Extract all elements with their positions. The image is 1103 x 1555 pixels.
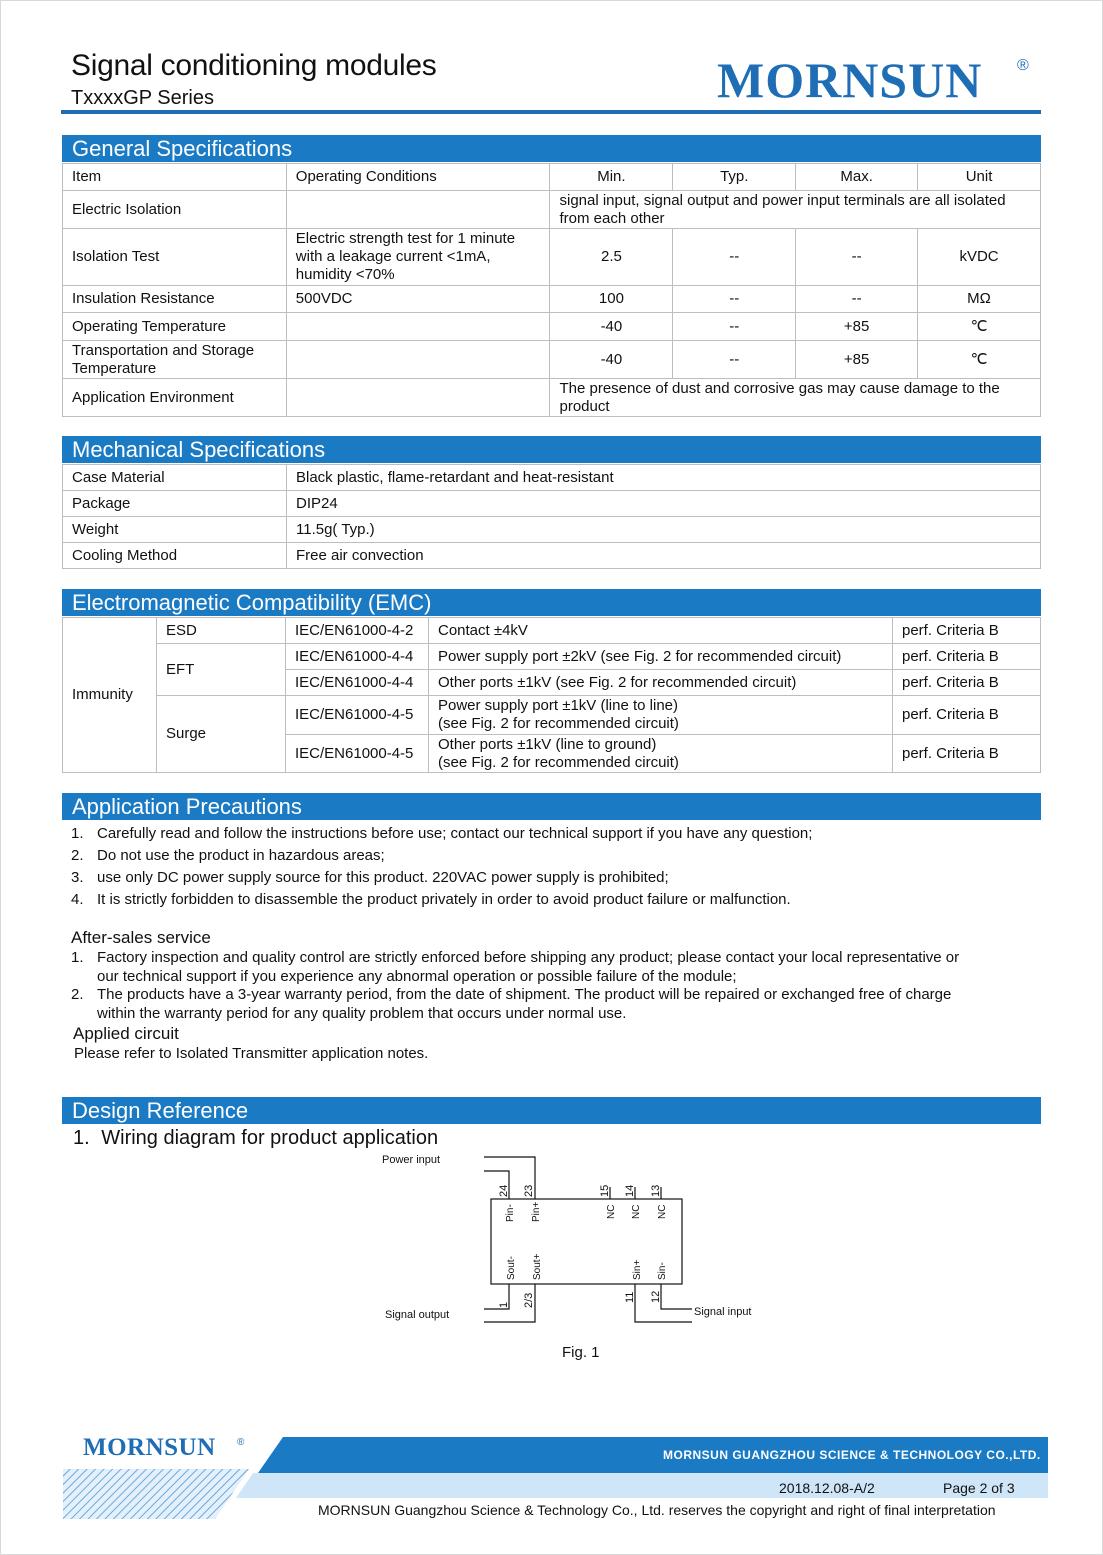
unit-cell: ℃	[918, 341, 1041, 379]
series-name: TxxxxGP Series	[71, 87, 214, 109]
list-text-line: The products have a 3-year warranty period, from the date of shipment. The product will be repaired or exchanged free of charge	[97, 986, 952, 1003]
list-text: Carefully read and follow the instructions before use; contact our technical support if you have any question;	[97, 825, 813, 842]
item-cell: Isolation Test	[63, 229, 287, 286]
test-desc-line: (see Fig. 2 for recommended circuit)	[438, 715, 679, 732]
list-text: It is strictly forbidden to disassemble the product privately in order to avoid product failure or malfunction.	[97, 891, 791, 908]
after-sales-heading: After-sales service	[71, 928, 211, 947]
table-row	[63, 341, 1041, 379]
unit-cell: kVDC	[918, 229, 1041, 286]
page-number: Page 2 of 3	[943, 1480, 1015, 1496]
signal-input-label: Signal input	[694, 1306, 752, 1318]
pin-number: 15	[599, 1184, 611, 1197]
after-sales-list	[71, 948, 1037, 1022]
list-item	[71, 846, 1031, 868]
hatched-band	[63, 1469, 249, 1519]
pin-name: Sin+	[632, 1259, 643, 1280]
max-cell: --	[796, 286, 918, 313]
list-item	[71, 948, 1037, 985]
input-wire-minus	[661, 1284, 692, 1309]
standard-cell: IEC/EN61000-4-5	[286, 696, 429, 735]
list-number: 1.	[71, 825, 84, 842]
table-row	[63, 618, 1041, 644]
pin-name: Sout+	[532, 1253, 543, 1280]
col-header-unit: Unit	[918, 164, 1041, 191]
unit-cell: MΩ	[918, 286, 1041, 313]
list-number: 2.	[71, 847, 84, 864]
min-cell: 100	[550, 286, 673, 313]
table-row	[63, 517, 1041, 543]
pin-name: Pin-	[505, 1204, 516, 1222]
mechanical-specs-header: Mechanical Specifications	[62, 436, 1041, 463]
applied-circuit-heading: Applied circuit	[73, 1024, 179, 1043]
list-text: use only DC power supply source for this product. 220VAC power supply is prohibited;	[97, 869, 669, 886]
condition-line: Electric strength test for 1 minute	[295, 230, 516, 247]
page-title: Signal conditioning modules	[71, 49, 437, 82]
description-line: product	[559, 397, 610, 415]
col-header-max: Max.	[796, 164, 918, 191]
table-header-row	[63, 164, 1041, 191]
pin-number: 12	[650, 1290, 662, 1303]
design-reference-header: Design Reference	[62, 1097, 1041, 1124]
test-desc-cell	[429, 735, 893, 773]
item-cell: Weight	[63, 517, 287, 543]
min-cell: -40	[550, 313, 673, 341]
light-blue-band	[236, 1473, 1048, 1498]
precautions-list	[71, 824, 1031, 912]
pin-number: 13	[650, 1184, 662, 1197]
precautions-header: Application Precautions	[62, 793, 1041, 820]
conditions-cell	[286, 229, 550, 286]
pin-name: Sout-	[506, 1256, 517, 1280]
immunity-group-cell: Immunity	[63, 618, 157, 773]
item-cell: Case Material	[63, 465, 287, 491]
item-cell: Insulation Resistance	[63, 286, 287, 313]
item-cell: Cooling Method	[63, 543, 287, 569]
list-item	[71, 985, 1037, 1022]
description-cell	[550, 379, 1041, 417]
general-specs-header: General Specifications	[62, 135, 1041, 162]
list-number: 2.	[71, 986, 84, 1003]
conditions-cell: 500VDC	[286, 286, 550, 313]
test-desc-cell: Power supply port ±2kV (see Fig. 2 for recommended circuit)	[429, 644, 893, 670]
figure-caption: Fig. 1	[562, 1344, 600, 1361]
condition-line: with a leakage current <1mA,	[295, 248, 491, 265]
list-number: 1.	[71, 949, 84, 966]
test-name-cell: EFT	[157, 644, 286, 696]
test-desc-line: Power supply port ±1kV (line to line)	[438, 697, 679, 714]
revision-date: 2018.12.08-A/2	[779, 1480, 875, 1496]
footer-company-name: MORNSUN GUANGZHOU SCIENCE & TECHNOLOGY CO.,LTD.	[663, 1448, 1041, 1462]
pin-number: 11	[624, 1291, 636, 1303]
pin-name: NC	[631, 1204, 642, 1219]
mechanical-specs-table	[62, 464, 1041, 569]
standard-cell: IEC/EN61000-4-2	[286, 618, 429, 644]
pin-number: 2/3	[523, 1292, 535, 1308]
heading-text: Wiring diagram for product application	[101, 1127, 439, 1149]
pin-name: NC	[657, 1204, 668, 1219]
test-desc-cell: Contact ±4kV	[429, 618, 893, 644]
value-cell: 11.5g( Typ.)	[287, 517, 1041, 543]
input-wire-plus	[635, 1284, 692, 1322]
table-row	[63, 191, 1041, 229]
list-number: 3.	[71, 869, 84, 886]
pin-name: NC	[606, 1204, 617, 1219]
item-line: Transportation and Storage	[72, 341, 255, 359]
max-cell: +85	[796, 313, 918, 341]
table-row	[63, 644, 1041, 670]
col-header-conditions: Operating Conditions	[286, 164, 550, 191]
conditions-cell	[286, 313, 550, 341]
description-cell	[550, 191, 1041, 229]
test-name-cell: ESD	[157, 618, 286, 644]
description-line: signal input, signal output and power input terminals are all isolated	[559, 191, 1006, 209]
typ-cell: --	[673, 229, 796, 286]
criteria-cell: perf. Criteria B	[893, 735, 1041, 773]
table-row	[63, 229, 1041, 286]
standard-cell: IEC/EN61000-4-4	[286, 670, 429, 696]
conditions-cell	[286, 191, 550, 229]
max-cell: +85	[796, 341, 918, 379]
list-text-line: within the warranty period for any quality problem that occurs under normal use.	[97, 1005, 627, 1022]
test-name-cell: Surge	[157, 696, 286, 773]
criteria-cell: perf. Criteria B	[893, 618, 1041, 644]
pin-number: 23	[523, 1184, 535, 1197]
description-line: from each other	[559, 209, 665, 227]
col-header-item: Item	[63, 164, 287, 191]
test-desc-cell: Other ports ±1kV (see Fig. 2 for recommended circuit)	[429, 670, 893, 696]
col-header-typ: Typ.	[673, 164, 796, 191]
pin-number: 14	[624, 1184, 636, 1197]
value-cell: Black plastic, flame-retardant and heat-resistant	[287, 465, 1041, 491]
pin-name: Sin-	[657, 1262, 668, 1280]
emc-header: Electromagnetic Compatibility (EMC)	[62, 589, 1041, 616]
typ-cell: --	[673, 286, 796, 313]
brand-logo: MORNSUN	[717, 52, 983, 108]
value-cell: DIP24	[287, 491, 1041, 517]
wiring-diagram	[361, 1151, 781, 1341]
min-cell: 2.5	[550, 229, 673, 286]
table-row	[63, 313, 1041, 341]
value-cell: Free air convection	[287, 543, 1041, 569]
list-number: 4.	[71, 891, 84, 908]
criteria-cell: perf. Criteria B	[893, 696, 1041, 735]
item-cell: Package	[63, 491, 287, 517]
criteria-cell: perf. Criteria B	[893, 670, 1041, 696]
test-desc-cell	[429, 696, 893, 735]
list-item	[71, 824, 1031, 846]
standard-cell: IEC/EN61000-4-5	[286, 735, 429, 773]
applied-circuit-text: Please refer to Isolated Transmitter application notes.	[74, 1045, 429, 1062]
table-row	[63, 543, 1041, 569]
list-text: Do not use the product in hazardous areas;	[97, 847, 385, 864]
signal-output-label: Signal output	[385, 1309, 450, 1321]
registered-mark: ®	[1017, 57, 1029, 74]
footer-registered-mark: ®	[237, 1437, 245, 1448]
list-text-line: our technical support if you experience any abnormal operation or possible failure of the module;	[97, 968, 737, 985]
col-header-min: Min.	[550, 164, 673, 191]
description-line: The presence of dust and corrosive gas may cause damage to the	[559, 379, 1000, 397]
footer-logo: MORNSUN	[83, 1434, 216, 1461]
item-cell: Application Environment	[63, 379, 287, 417]
test-desc-line: (see Fig. 2 for recommended circuit)	[438, 753, 679, 771]
header-rule	[61, 110, 1041, 114]
conditions-cell	[286, 341, 550, 379]
table-row	[63, 286, 1041, 313]
list-text-line: Factory inspection and quality control are strictly enforced before shipping any product; please contact your local representative or	[97, 949, 960, 966]
test-desc-line: Other ports ±1kV (line to ground)	[438, 735, 657, 753]
wiring-diagram-heading	[73, 1127, 438, 1150]
unit-cell: ℃	[918, 313, 1041, 341]
min-cell: -40	[550, 341, 673, 379]
list-item	[71, 890, 1031, 912]
item-cell	[63, 341, 287, 379]
power-input-label: Power input	[382, 1154, 441, 1166]
heading-number: 1.	[73, 1127, 90, 1149]
item-cell: Operating Temperature	[63, 313, 287, 341]
table-row	[63, 491, 1041, 517]
standard-cell: IEC/EN61000-4-4	[286, 644, 429, 670]
copyright-notice: MORNSUN Guangzhou Science & Technology Co., Ltd. reserves the copyright and right of final interpretation	[318, 1502, 996, 1518]
pin-number: 1	[498, 1301, 510, 1308]
list-item	[71, 868, 1031, 890]
table-row	[63, 696, 1041, 735]
module-body	[491, 1199, 682, 1284]
typ-cell: --	[673, 341, 796, 379]
item-line: Temperature	[72, 359, 157, 377]
pin-name: Pin+	[531, 1201, 542, 1222]
condition-line: humidity <70%	[295, 266, 395, 283]
table-row	[63, 465, 1041, 491]
criteria-cell: perf. Criteria B	[893, 644, 1041, 670]
emc-table	[62, 617, 1041, 773]
max-cell: --	[796, 229, 918, 286]
pin-number: 24	[498, 1184, 510, 1197]
table-row	[63, 379, 1041, 417]
conditions-cell	[286, 379, 550, 417]
typ-cell: --	[673, 313, 796, 341]
general-specs-table	[62, 163, 1041, 417]
item-cell: Electric Isolation	[63, 191, 287, 229]
